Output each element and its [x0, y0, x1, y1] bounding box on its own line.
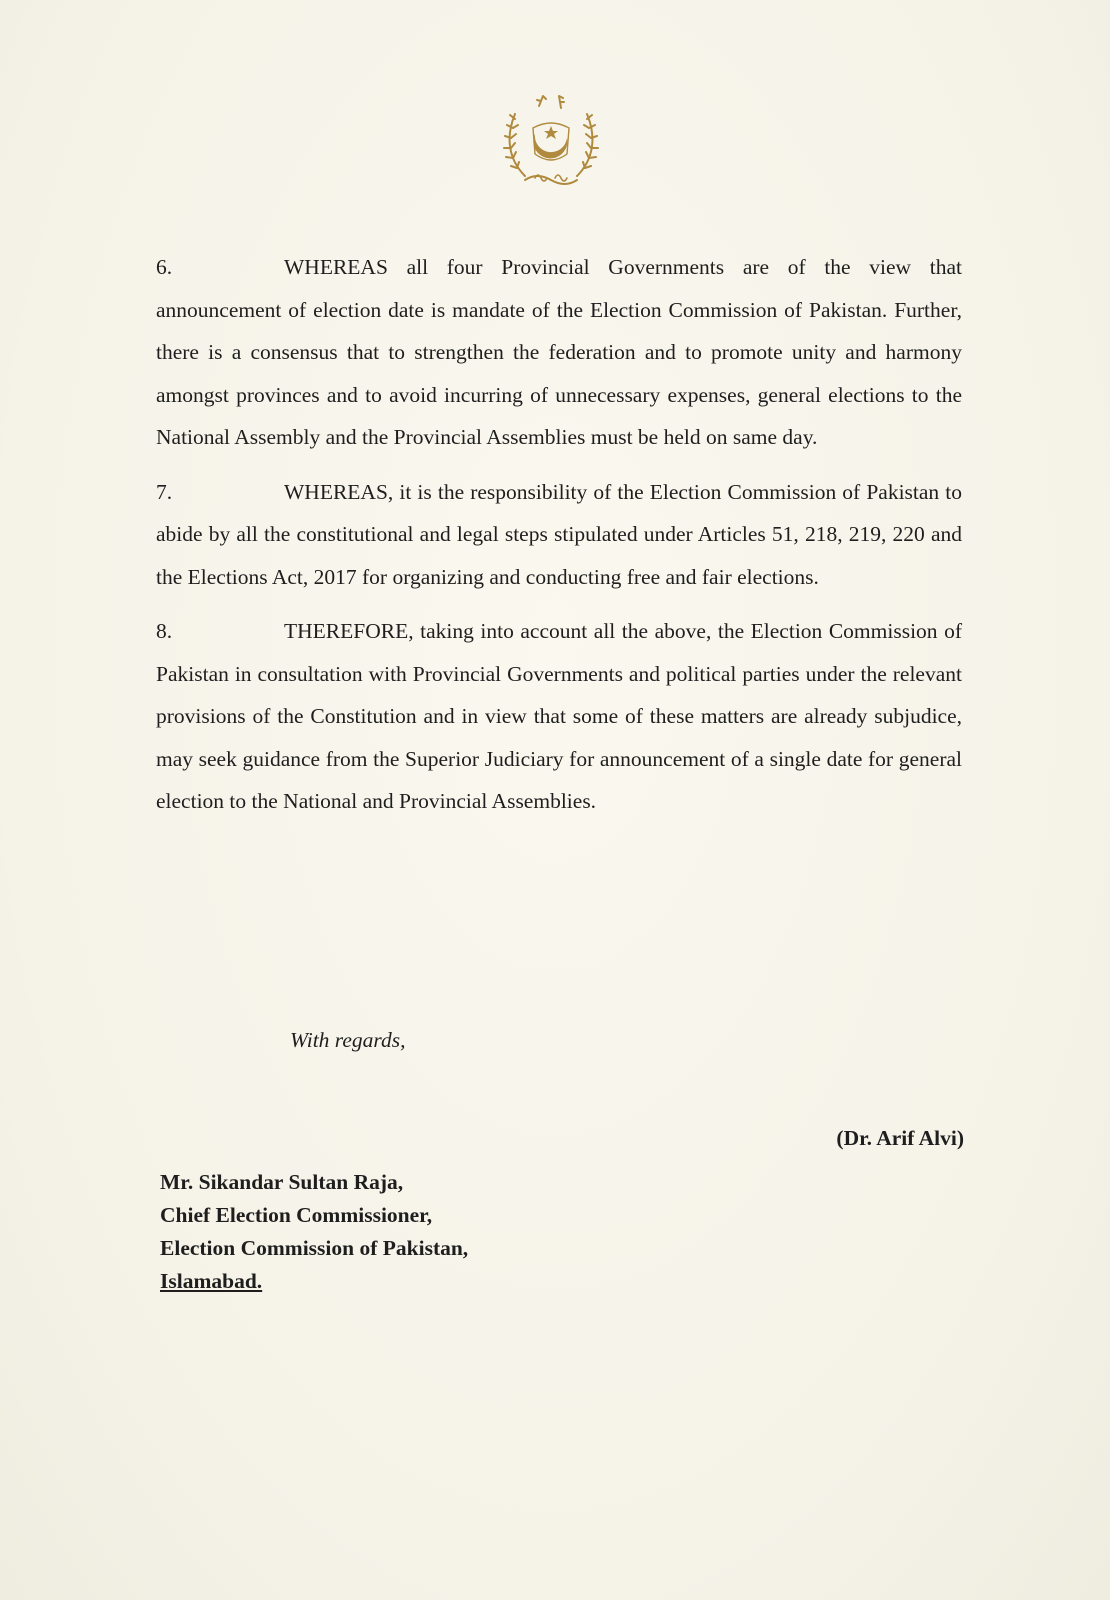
paragraph-number: 6.	[156, 255, 173, 279]
paragraph-text: WHEREAS all four Provincial Governments are of the view that announcement of election date is mandate of the Election Commission of Pakistan. Further, there is a consensus that to strengthen the federation and to promote unity and harmony amongst provinces and to avoid incurring of unnecessary expenses, general elections to the National Assembly and the Provincial Assemblies must be held on same day.	[156, 255, 962, 449]
paragraph-text: THEREFORE, taking into account all the above, the Election Commission of Pakistan in consultation with Provincial Governments and political parties under the relevant provisions of the Constitution and in view that some of these matters are already subjudice, may seek guidance from the Superior Judiciary for announcement of a single date for general election to the National and Provincial Assemblies.	[156, 619, 962, 813]
addressee-name: Mr. Sikandar Sultan Raja,	[160, 1170, 404, 1194]
addressee-title: Chief Election Commissioner,	[160, 1203, 433, 1227]
addressee-block	[160, 1166, 468, 1298]
paragraph-number: 7.	[156, 479, 173, 504]
signatory-name: (Dr. Arif Alvi)	[836, 1126, 964, 1150]
addressee-organization: Election Commission of Pakistan,	[160, 1236, 469, 1260]
paragraph-number: 8.	[156, 619, 173, 643]
paragraph-6	[156, 246, 962, 459]
paragraph-8	[156, 610, 962, 823]
state-emblem-icon	[495, 88, 607, 200]
paragraph-7	[156, 471, 962, 599]
addressee-city: Islamabad.	[160, 1269, 263, 1293]
paragraph-text: WHEREAS, it is the responsibility of the Election Commission of Pakistan to abide by all the constitutional and legal steps stipulated under Articles 51, 218, 219, 220 and the Elections Act, 2017 for organizing and conducting free and fair elections.	[156, 479, 962, 589]
closing-salutation: With regards,	[290, 1028, 406, 1052]
letter-body	[156, 246, 962, 835]
